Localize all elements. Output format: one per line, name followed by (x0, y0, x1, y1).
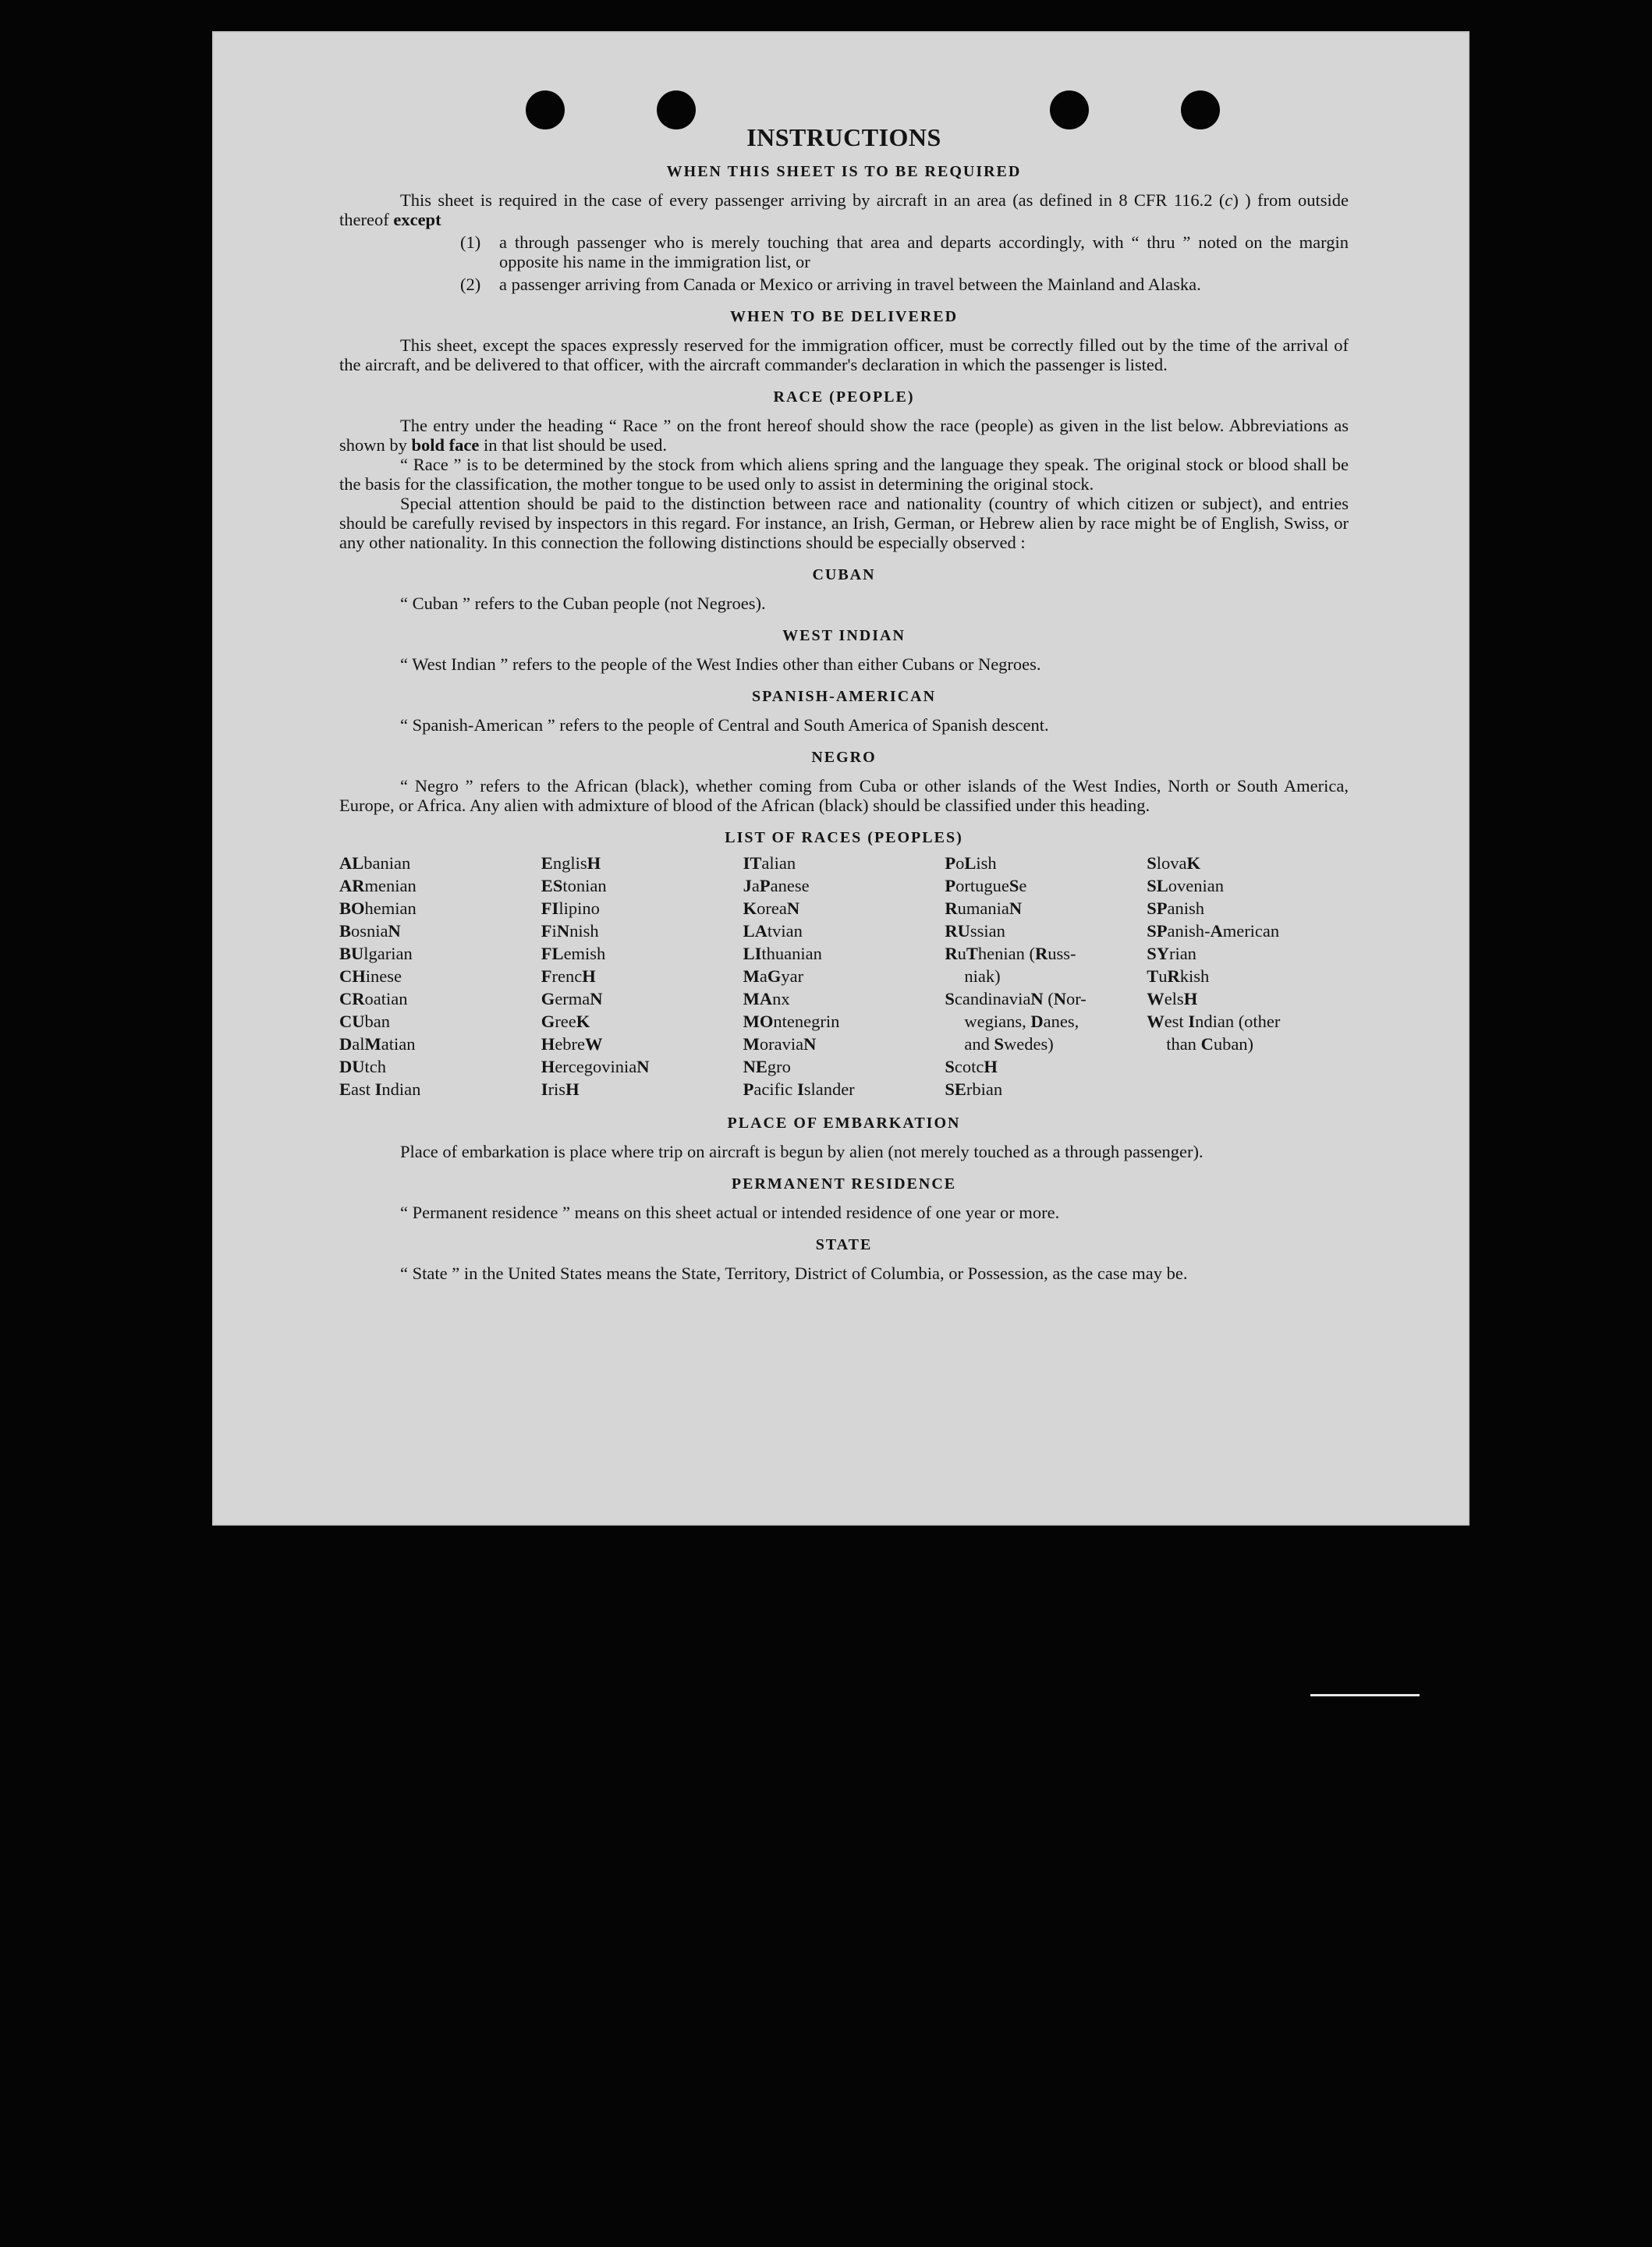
race-entry: PortugueSe (945, 876, 1027, 895)
race-entry: ALbanian (339, 853, 411, 873)
required-intro: This sheet is required in the case of every passenger arriving by aircraft in an area (as defined in 8 CFR 116.2 (c) ) from outside thereof except (339, 190, 1349, 229)
section-heading-residence: PERMANENT RESIDENCE (731, 1175, 957, 1193)
residence-text: “ Permanent residence ” means on this sheet actual or intended residence of one year or more. (400, 1203, 1060, 1222)
scan-artifact-line (1310, 1694, 1420, 1696)
race-entry: GermaN (541, 989, 603, 1008)
race-entry: KoreaN (743, 898, 800, 918)
race-paragraph-1: The entry under the heading “ Race ” on the front hereof should show the race (people) as given in the list below. Abbreviations as shown by bold face in that list should be used. (339, 416, 1349, 455)
race-entry: EStonian (541, 876, 607, 895)
section-heading-delivered: WHEN TO BE DELIVERED (729, 308, 959, 325)
race-entry: ScandinaviaN (Nor- (945, 989, 1087, 1008)
race-entry: SPanish-American (1147, 921, 1280, 941)
race-entry: JaPanese (743, 876, 810, 895)
page-title: INSTRUCTIONS (746, 123, 941, 151)
section-heading-cuban: CUBAN (812, 566, 876, 583)
race-entry: EnglisH (541, 853, 601, 873)
race-entry: wegians, Danes, (964, 1012, 1079, 1031)
exception-item-1: (1) a through passenger who is merely touching that area and departs accordingly, with “ thru ” noted on the margin opposite his name in the immigration list, or (460, 232, 1349, 271)
spanish-american-text: “ Spanish-American ” refers to the people of Central and South America of Spanish descent. (400, 715, 1049, 735)
section-heading-list-of-races: LIST OF RACES (PEOPLES) (725, 829, 963, 846)
race-entry: CRoatian (339, 989, 408, 1008)
race-entry: ITalian (743, 853, 796, 873)
race-entry: SErbian (945, 1079, 1003, 1099)
race-entry: West Indian (other (1147, 1012, 1281, 1031)
race-entry: HebreW (541, 1034, 603, 1054)
race-entry: BOhemian (339, 898, 417, 918)
race-entry: NEgro (743, 1057, 791, 1076)
race-entry: RumaniaN (945, 898, 1023, 918)
race-paragraph-2: “ Race ” is to be determined by the stock from which aliens spring and the language they speak. The original stock or blood shall be the basis for the classification, the mother tongue to be used only to assist in determining the original stock. (339, 455, 1349, 494)
race-paragraph-3: Special attention should be paid to the distinction between race and nationality (country of which citizen or subject), and entries should be carefully revised by inspectors in this regard. For instance, an Irish, German, or Hebrew alien by race might be of English, Swiss, or any other nationality. In this connection the following distinctions should be especially observed : (339, 494, 1349, 552)
race-entry: BosniaN (339, 921, 401, 941)
races-column-3 (743, 852, 945, 1100)
race-entry: CHinese (339, 966, 402, 986)
section-heading-state: STATE (815, 1236, 873, 1253)
delivered-text: This sheet, except the spaces expressly reserved for the immigration officer, must be correctly filled out by the time of the arrival of the aircraft, and be delivered to that officer, with the aircraft commander's declaration in which the passenger is listed. (339, 335, 1349, 374)
race-entry: MOntenegrin (743, 1012, 840, 1031)
race-entry: than Cuban) (1166, 1034, 1254, 1054)
race-entry: HercegoviniaN (541, 1057, 650, 1076)
race-entry: IrisH (541, 1079, 580, 1099)
race-entry: BUlgarian (339, 944, 413, 963)
race-entry: SLovenian (1147, 876, 1224, 895)
section-heading-spanish-american: SPANISH-AMERICAN (751, 688, 937, 705)
race-entry: East Indian (339, 1079, 421, 1099)
race-entry: DUtch (339, 1057, 386, 1076)
race-entry: RUssian (945, 921, 1005, 941)
races-column-2 (541, 852, 743, 1100)
race-entry: SlovaK (1147, 853, 1200, 873)
race-entry: MaGyar (743, 966, 804, 986)
section-heading-embarkation: PLACE OF EMBARKATION (727, 1115, 961, 1132)
instructions-content (339, 123, 1349, 1283)
race-entry: DalMatian (339, 1034, 416, 1054)
race-entry: and Swedes) (964, 1034, 1054, 1054)
section-heading-negro: NEGRO (811, 749, 877, 766)
section-heading-west-indian: WEST INDIAN (782, 627, 906, 644)
state-text: “ State ” in the United States means the State, Territory, District of Columbia, or Possession, as the case may be. (400, 1263, 1188, 1283)
race-entry: Pacific Islander (743, 1079, 855, 1099)
race-entry: TuRkish (1147, 966, 1210, 986)
race-entry: LIthuanian (743, 944, 822, 963)
section-heading-required: WHEN THIS SHEET IS TO BE REQUIRED (666, 163, 1022, 180)
race-entry: WelsH (1147, 989, 1198, 1008)
race-entry: SPanish (1147, 898, 1204, 918)
exception-item-2: (2) a passenger arriving from Canada or Mexico or arriving in travel between the Mainland and Alaska. (460, 275, 1201, 294)
race-entry: ScotcH (945, 1057, 998, 1076)
races-column-4 (945, 852, 1147, 1100)
race-entry: FrencH (541, 966, 596, 986)
race-entry: MAnx (743, 989, 790, 1008)
race-entry: GreeK (541, 1012, 590, 1031)
race-entry: PoLish (945, 853, 997, 873)
race-entry: SYrian (1147, 944, 1196, 963)
race-entry: ARmenian (339, 876, 417, 895)
race-entry: MoraviaN (743, 1034, 817, 1054)
document-sheet (212, 31, 1469, 1526)
race-entry: FLemish (541, 944, 606, 963)
west-indian-text: “ West Indian ” refers to the people of the West Indies other than either Cubans or Negroes. (400, 654, 1041, 674)
embarkation-text: Place of embarkation is place where trip on aircraft is begun by alien (not merely touched as a through passenger). (400, 1142, 1204, 1161)
section-heading-race: RACE (PEOPLE) (773, 388, 915, 406)
race-entry: LAtvian (743, 921, 803, 941)
negro-text: “ Negro ” refers to the African (black), whether coming from Cuba or other islands of the West Indies, North or South America, Europe, or Africa. Any alien with admixture of blood of the African (black) should be classified under this heading. (339, 776, 1349, 815)
race-entry: FIlipino (541, 898, 600, 918)
race-entry: RuThenian (Russ- (945, 944, 1076, 963)
race-entry: FiNnish (541, 921, 599, 941)
race-entry: CUban (339, 1012, 390, 1031)
cuban-text: “ Cuban ” refers to the Cuban people (not Negroes). (400, 594, 766, 613)
races-column-1 (339, 852, 541, 1100)
races-list (339, 852, 1349, 1100)
race-entry: niak) (964, 966, 1001, 986)
races-column-5 (1147, 852, 1349, 1100)
